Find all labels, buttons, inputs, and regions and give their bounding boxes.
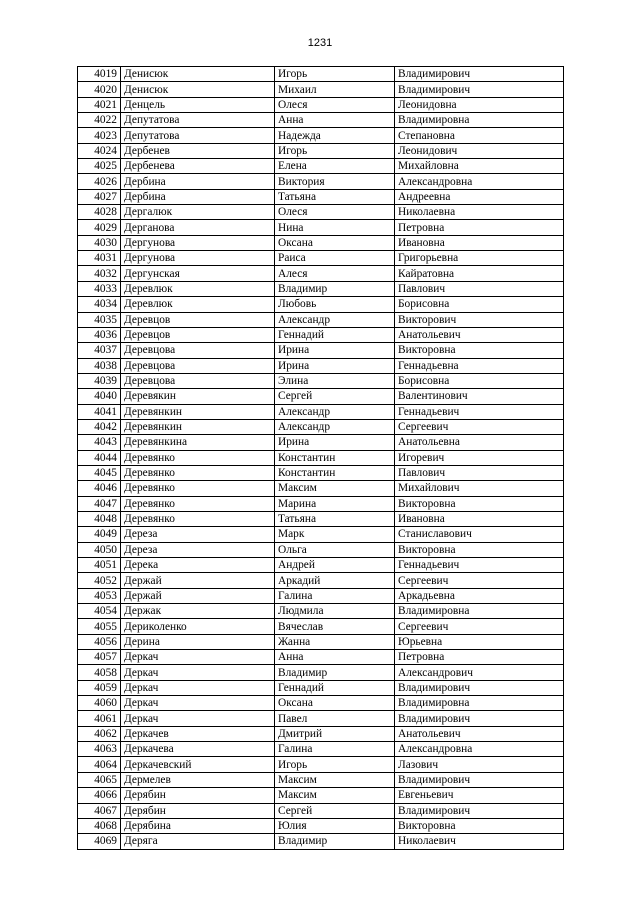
first-name-cell: Олеся — [275, 97, 395, 112]
table-row — [78, 281, 564, 296]
patronymic-cell: Александровна — [395, 742, 564, 757]
first-name-cell: Надежда — [275, 128, 395, 143]
table-row — [78, 680, 564, 695]
first-name-cell: Марина — [275, 496, 395, 511]
record-number-cell: 4067 — [78, 803, 121, 818]
first-name-cell: Олеся — [275, 205, 395, 220]
surname-cell: Деркач — [121, 680, 275, 695]
table-row — [78, 404, 564, 419]
record-number-cell: 4037 — [78, 343, 121, 358]
record-number-cell: 4045 — [78, 465, 121, 480]
first-name-cell: Игорь — [275, 143, 395, 158]
patronymic-cell: Николаевна — [395, 205, 564, 220]
record-number-cell: 4034 — [78, 297, 121, 312]
record-number-cell: 4054 — [78, 604, 121, 619]
surname-cell: Деркач — [121, 650, 275, 665]
patronymic-cell: Викторовна — [395, 343, 564, 358]
table-row — [78, 67, 564, 82]
patronymic-cell: Анатольевна — [395, 435, 564, 450]
first-name-cell: Раиса — [275, 251, 395, 266]
first-name-cell: Владимир — [275, 834, 395, 849]
record-number-cell: 4065 — [78, 772, 121, 787]
patronymic-cell: Михайлович — [395, 481, 564, 496]
surname-cell: Денцель — [121, 97, 275, 112]
surname-cell: Деркач — [121, 665, 275, 680]
table-row — [78, 496, 564, 511]
record-number-cell: 4023 — [78, 128, 121, 143]
patronymic-cell: Владимирович — [395, 711, 564, 726]
record-number-cell: 4027 — [78, 189, 121, 204]
table-row — [78, 588, 564, 603]
surname-cell: Деревянкин — [121, 404, 275, 419]
patronymic-cell: Сергеевич — [395, 419, 564, 434]
surname-cell: Деркачевский — [121, 757, 275, 772]
first-name-cell: Владимир — [275, 665, 395, 680]
record-number-cell: 4032 — [78, 266, 121, 281]
table-row — [78, 450, 564, 465]
first-name-cell: Константин — [275, 450, 395, 465]
roster-table-body — [78, 67, 564, 850]
patronymic-cell: Владимирович — [395, 680, 564, 695]
first-name-cell: Вячеслав — [275, 619, 395, 634]
patronymic-cell: Викторович — [395, 312, 564, 327]
record-number-cell: 4061 — [78, 711, 121, 726]
first-name-cell: Галина — [275, 742, 395, 757]
record-number-cell: 4057 — [78, 650, 121, 665]
first-name-cell: Александр — [275, 404, 395, 419]
first-name-cell: Татьяна — [275, 189, 395, 204]
patronymic-cell: Ивановна — [395, 511, 564, 526]
record-number-cell: 4059 — [78, 680, 121, 695]
page-number: 1231 — [307, 37, 333, 49]
first-name-cell: Андрей — [275, 558, 395, 573]
surname-cell: Деревянкина — [121, 435, 275, 450]
surname-cell: Дербенев — [121, 143, 275, 158]
record-number-cell: 4020 — [78, 82, 121, 97]
surname-cell: Деркач — [121, 711, 275, 726]
record-number-cell: 4068 — [78, 818, 121, 833]
table-row — [78, 481, 564, 496]
patronymic-cell: Анатольевич — [395, 327, 564, 342]
first-name-cell: Ирина — [275, 343, 395, 358]
surname-cell: Деревянко — [121, 465, 275, 480]
record-number-cell: 4053 — [78, 588, 121, 603]
patronymic-cell: Валентинович — [395, 389, 564, 404]
patronymic-cell: Ивановна — [395, 235, 564, 250]
table-row — [78, 742, 564, 757]
patronymic-cell: Викторовна — [395, 496, 564, 511]
patronymic-cell: Сергеевич — [395, 573, 564, 588]
table-row — [78, 82, 564, 97]
table-row — [78, 358, 564, 373]
first-name-cell: Алеся — [275, 266, 395, 281]
record-number-cell: 4049 — [78, 527, 121, 542]
record-number-cell: 4019 — [78, 67, 121, 82]
patronymic-cell: Владимировна — [395, 604, 564, 619]
record-number-cell: 4028 — [78, 205, 121, 220]
record-number-cell: 4035 — [78, 312, 121, 327]
table-row — [78, 312, 564, 327]
surname-cell: Держак — [121, 604, 275, 619]
surname-cell: Дермелев — [121, 772, 275, 787]
record-number-cell: 4055 — [78, 619, 121, 634]
surname-cell: Деревлюк — [121, 281, 275, 296]
patronymic-cell: Владимирович — [395, 772, 564, 787]
patronymic-cell: Борисовна — [395, 297, 564, 312]
surname-cell: Деревянкин — [121, 419, 275, 434]
table-row — [78, 711, 564, 726]
table-row — [78, 527, 564, 542]
record-number-cell: 4036 — [78, 327, 121, 342]
surname-cell: Дерина — [121, 634, 275, 649]
surname-cell: Дерека — [121, 558, 275, 573]
first-name-cell: Юлия — [275, 818, 395, 833]
patronymic-cell: Игоревич — [395, 450, 564, 465]
table-row — [78, 373, 564, 388]
surname-cell: Деркачев — [121, 726, 275, 741]
surname-cell: Денисюк — [121, 67, 275, 82]
surname-cell: Деревцов — [121, 327, 275, 342]
record-number-cell: 4029 — [78, 220, 121, 235]
first-name-cell: Любовь — [275, 297, 395, 312]
first-name-cell: Максим — [275, 772, 395, 787]
surname-cell: Дерганова — [121, 220, 275, 235]
table-row — [78, 419, 564, 434]
record-number-cell: 4063 — [78, 742, 121, 757]
patronymic-cell: Викторовна — [395, 818, 564, 833]
surname-cell: Дереза — [121, 542, 275, 557]
surname-cell: Дереза — [121, 527, 275, 542]
record-number-cell: 4042 — [78, 419, 121, 434]
record-number-cell: 4043 — [78, 435, 121, 450]
patronymic-cell: Лазович — [395, 757, 564, 772]
first-name-cell: Игорь — [275, 757, 395, 772]
record-number-cell: 4056 — [78, 634, 121, 649]
first-name-cell: Марк — [275, 527, 395, 542]
table-row — [78, 696, 564, 711]
record-number-cell: 4064 — [78, 757, 121, 772]
patronymic-cell: Владимирович — [395, 82, 564, 97]
first-name-cell: Александр — [275, 419, 395, 434]
table-row — [78, 650, 564, 665]
table-row — [78, 818, 564, 833]
first-name-cell: Аркадий — [275, 573, 395, 588]
surname-cell: Держай — [121, 573, 275, 588]
surname-cell: Деревянко — [121, 511, 275, 526]
patronymic-cell: Леонидович — [395, 143, 564, 158]
table-row — [78, 174, 564, 189]
record-number-cell: 4033 — [78, 281, 121, 296]
surname-cell: Деревцова — [121, 373, 275, 388]
surname-cell: Дербенева — [121, 159, 275, 174]
surname-cell: Денисюк — [121, 82, 275, 97]
table-row — [78, 757, 564, 772]
patronymic-cell: Геннадьевич — [395, 404, 564, 419]
patronymic-cell: Павлович — [395, 281, 564, 296]
first-name-cell: Виктория — [275, 174, 395, 189]
first-name-cell: Оксана — [275, 235, 395, 250]
table-row — [78, 834, 564, 849]
first-name-cell: Павел — [275, 711, 395, 726]
record-number-cell: 4062 — [78, 726, 121, 741]
surname-cell: Дербина — [121, 189, 275, 204]
patronymic-cell: Владимировна — [395, 113, 564, 128]
first-name-cell: Сергей — [275, 803, 395, 818]
record-number-cell: 4046 — [78, 481, 121, 496]
table-row — [78, 266, 564, 281]
table-row — [78, 297, 564, 312]
first-name-cell: Галина — [275, 588, 395, 603]
first-name-cell: Владимир — [275, 281, 395, 296]
surname-cell: Деревцов — [121, 312, 275, 327]
table-row — [78, 772, 564, 787]
patronymic-cell: Геннадьевич — [395, 558, 564, 573]
patronymic-cell: Андреевна — [395, 189, 564, 204]
patronymic-cell: Петровна — [395, 220, 564, 235]
table-row — [78, 189, 564, 204]
patronymic-cell: Владимировна — [395, 696, 564, 711]
table-row — [78, 634, 564, 649]
first-name-cell: Сергей — [275, 389, 395, 404]
record-number-cell: 4050 — [78, 542, 121, 557]
first-name-cell: Анна — [275, 113, 395, 128]
patronymic-cell: Сергеевич — [395, 619, 564, 634]
table-row — [78, 389, 564, 404]
patronymic-cell: Викторовна — [395, 542, 564, 557]
table-row — [78, 803, 564, 818]
record-number-cell: 4031 — [78, 251, 121, 266]
surname-cell: Дергунская — [121, 266, 275, 281]
patronymic-cell: Геннадьевна — [395, 358, 564, 373]
patronymic-cell: Николаевич — [395, 834, 564, 849]
table-row — [78, 220, 564, 235]
roster-table — [77, 66, 564, 850]
first-name-cell: Геннадий — [275, 680, 395, 695]
first-name-cell: Жанна — [275, 634, 395, 649]
record-number-cell: 4047 — [78, 496, 121, 511]
first-name-cell: Максим — [275, 481, 395, 496]
table-row — [78, 159, 564, 174]
patronymic-cell: Владимирович — [395, 803, 564, 818]
table-row — [78, 619, 564, 634]
record-number-cell: 4024 — [78, 143, 121, 158]
record-number-cell: 4052 — [78, 573, 121, 588]
surname-cell: Дергунова — [121, 251, 275, 266]
surname-cell: Держай — [121, 588, 275, 603]
patronymic-cell: Александрович — [395, 665, 564, 680]
patronymic-cell: Кайратовна — [395, 266, 564, 281]
surname-cell: Деревянко — [121, 496, 275, 511]
first-name-cell: Людмила — [275, 604, 395, 619]
first-name-cell: Александр — [275, 312, 395, 327]
table-row — [78, 465, 564, 480]
record-number-cell: 4041 — [78, 404, 121, 419]
first-name-cell: Оксана — [275, 696, 395, 711]
table-row — [78, 558, 564, 573]
table-row — [78, 726, 564, 741]
table-row — [78, 251, 564, 266]
record-number-cell: 4021 — [78, 97, 121, 112]
surname-cell: Дерябин — [121, 788, 275, 803]
surname-cell: Деркачева — [121, 742, 275, 757]
record-number-cell: 4039 — [78, 373, 121, 388]
first-name-cell: Ирина — [275, 435, 395, 450]
first-name-cell: Михаил — [275, 82, 395, 97]
table-row — [78, 665, 564, 680]
patronymic-cell: Аркадьевна — [395, 588, 564, 603]
table-row — [78, 327, 564, 342]
table-row — [78, 97, 564, 112]
surname-cell: Дерябин — [121, 803, 275, 818]
first-name-cell: Игорь — [275, 67, 395, 82]
record-number-cell: 4022 — [78, 113, 121, 128]
first-name-cell: Нина — [275, 220, 395, 235]
record-number-cell: 4038 — [78, 358, 121, 373]
first-name-cell: Дмитрий — [275, 726, 395, 741]
table-row — [78, 143, 564, 158]
first-name-cell: Анна — [275, 650, 395, 665]
patronymic-cell: Петровна — [395, 650, 564, 665]
surname-cell: Деревцова — [121, 358, 275, 373]
surname-cell: Дергунова — [121, 235, 275, 250]
patronymic-cell: Юрьевна — [395, 634, 564, 649]
first-name-cell: Ольга — [275, 542, 395, 557]
patronymic-cell: Леонидовна — [395, 97, 564, 112]
record-number-cell: 4060 — [78, 696, 121, 711]
surname-cell: Депутатова — [121, 128, 275, 143]
patronymic-cell: Александровна — [395, 174, 564, 189]
first-name-cell: Ирина — [275, 358, 395, 373]
record-number-cell: 4040 — [78, 389, 121, 404]
table-row — [78, 573, 564, 588]
surname-cell: Депутатова — [121, 113, 275, 128]
table-row — [78, 128, 564, 143]
table-row — [78, 542, 564, 557]
surname-cell: Деревцова — [121, 343, 275, 358]
record-number-cell: 4044 — [78, 450, 121, 465]
surname-cell: Деревлюк — [121, 297, 275, 312]
record-number-cell: 4025 — [78, 159, 121, 174]
surname-cell: Дериколенко — [121, 619, 275, 634]
patronymic-cell: Степановна — [395, 128, 564, 143]
table-row — [78, 113, 564, 128]
patronymic-cell: Анатольевич — [395, 726, 564, 741]
table-row — [78, 604, 564, 619]
table-row — [78, 788, 564, 803]
patronymic-cell: Владимирович — [395, 67, 564, 82]
surname-cell: Деревякин — [121, 389, 275, 404]
surname-cell: Дергалюк — [121, 205, 275, 220]
first-name-cell: Константин — [275, 465, 395, 480]
patronymic-cell: Борисовна — [395, 373, 564, 388]
first-name-cell: Татьяна — [275, 511, 395, 526]
surname-cell: Дербина — [121, 174, 275, 189]
record-number-cell: 4058 — [78, 665, 121, 680]
surname-cell: Деревянко — [121, 481, 275, 496]
surname-cell: Деркач — [121, 696, 275, 711]
table-row — [78, 205, 564, 220]
first-name-cell: Елена — [275, 159, 395, 174]
patronymic-cell: Михайловна — [395, 159, 564, 174]
record-number-cell: 4066 — [78, 788, 121, 803]
patronymic-cell: Евгеньевич — [395, 788, 564, 803]
first-name-cell: Максим — [275, 788, 395, 803]
table-row — [78, 511, 564, 526]
record-number-cell: 4026 — [78, 174, 121, 189]
first-name-cell: Элина — [275, 373, 395, 388]
patronymic-cell: Станиславович — [395, 527, 564, 542]
surname-cell: Дерябина — [121, 818, 275, 833]
record-number-cell: 4048 — [78, 511, 121, 526]
first-name-cell: Геннадий — [275, 327, 395, 342]
record-number-cell: 4069 — [78, 834, 121, 849]
table-row — [78, 235, 564, 250]
surname-cell: Деревянко — [121, 450, 275, 465]
patronymic-cell: Павлович — [395, 465, 564, 480]
record-number-cell: 4030 — [78, 235, 121, 250]
table-row — [78, 435, 564, 450]
table-row — [78, 343, 564, 358]
patronymic-cell: Григорьевна — [395, 251, 564, 266]
surname-cell: Деряга — [121, 834, 275, 849]
record-number-cell: 4051 — [78, 558, 121, 573]
